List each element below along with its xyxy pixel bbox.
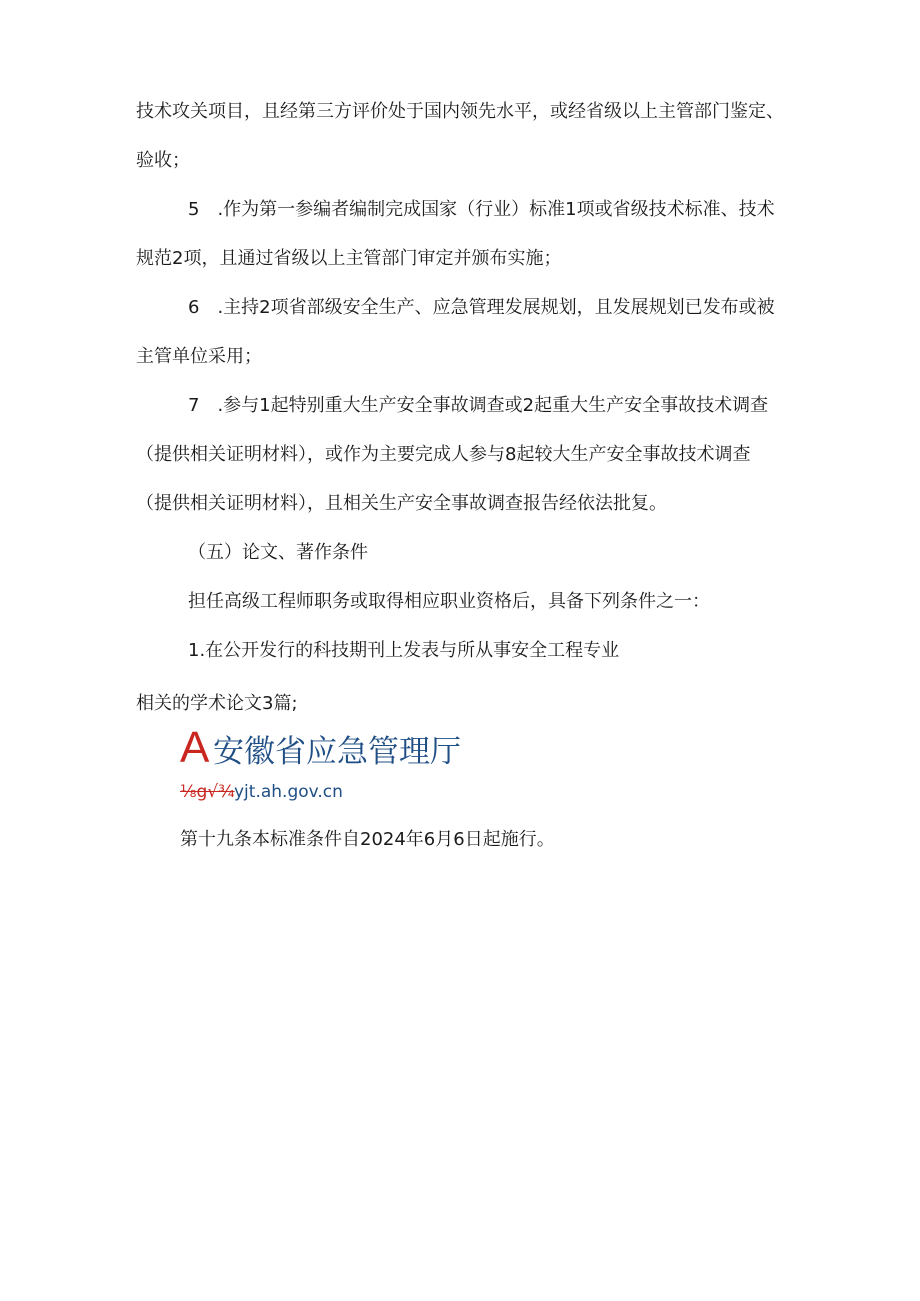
paragraph-line: 主管单位采用； — [136, 346, 262, 367]
paragraph-line: 技术攻关项目，且经第三方评价处于国内领先水平，或经省级以上主管部门鉴定、 — [136, 101, 784, 122]
watermark-org-name: 安徽省应急管理厅 — [213, 734, 461, 770]
list-item-6: 6 .主持2项省部级安全生产、应急管理发展规划，且发展规划已发布或被 — [188, 297, 775, 318]
paragraph-line: 规范2项，且通过省级以上主管部门审定并颁布实施； — [136, 248, 562, 269]
paragraph-line: 担任高级工程师职务或取得相应职业资格后，具备下列条件之一： — [188, 591, 710, 612]
list-item-5: 5 .作为第一参编者编制完成国家（行业）标准1项或省级技术标准、技术 — [188, 199, 775, 220]
watermark-logo-icon: A — [180, 723, 210, 772]
section-heading: （五）论文、著作条件 — [188, 542, 368, 563]
watermark-url: yjt.ah.gov.cn — [234, 782, 343, 802]
list-item-7: 7 .参与1起特别重大生产安全事故调查或2起重大生产安全事故技术调查 — [188, 395, 769, 416]
paragraph-line: （提供相关证明材料），且相关生产安全事故调查报告经依法批复。 — [136, 493, 667, 514]
paragraph-line: 相关的学术论文3篇; — [136, 693, 298, 714]
list-item-1: 1.在公开发行的科技期刊上发表与所从事安全工程专业 — [188, 640, 620, 661]
watermark-garbled-text: ⅛g√¾ — [180, 782, 235, 802]
paragraph-line: 验收； — [136, 150, 190, 171]
closing-article: 第十九条本标准条件自2024年6月6日起施行。 — [180, 829, 555, 850]
paragraph-line: （提供相关证明材料），或作为主要完成人参与8起较大生产安全事故技术调查 — [136, 444, 751, 465]
